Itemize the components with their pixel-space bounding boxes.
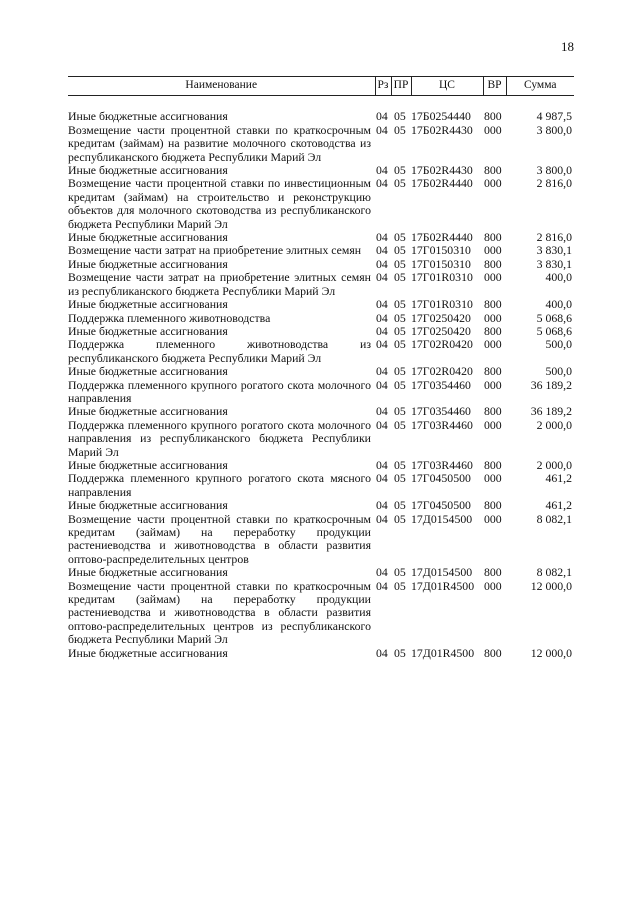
cell-vr: 000 [484, 471, 502, 486]
cell-name: Иные бюджетные ассигнования [68, 565, 228, 580]
cell-pr: 05 [394, 565, 406, 580]
cell-name: Иные бюджетные ассигнования [68, 404, 228, 419]
table-row [68, 499, 574, 512]
cell-pr: 05 [394, 256, 406, 271]
cell-sum: 2 816,0 [536, 230, 572, 245]
cell-name: Иные бюджетные ассигнования [68, 645, 228, 660]
cell-cs: 17Г0354460 [411, 377, 471, 392]
table-row [68, 325, 574, 338]
cell-sum: 2 000,0 [536, 417, 572, 432]
table-row [68, 312, 574, 325]
cell-cs: 17Б02R4440 [411, 176, 473, 191]
table-row [68, 338, 574, 365]
cell-vr: 000 [484, 337, 502, 352]
cell-cs: 17Б02R4440 [411, 230, 473, 245]
cell-name: Иные бюджетные ассигнования [68, 163, 228, 178]
cell-rz: 04 [376, 417, 388, 432]
cell-rz: 04 [376, 377, 388, 392]
cell-pr: 05 [394, 109, 406, 124]
cell-vr: 800 [484, 565, 502, 580]
cell-vr: 800 [484, 498, 502, 513]
cell-name: Иные бюджетные ассигнования [68, 297, 228, 312]
table-row [68, 365, 574, 378]
cell-rz: 04 [376, 471, 388, 486]
header-vr: ВР [483, 77, 506, 96]
table-row [68, 124, 574, 164]
table-row [68, 298, 574, 311]
cell-pr: 05 [394, 230, 406, 245]
cell-rz: 04 [376, 404, 388, 419]
cell-name: Иные бюджетные ассигнования [68, 457, 228, 472]
cell-rz: 04 [376, 163, 388, 178]
table-row [68, 405, 574, 418]
cell-vr: 000 [484, 511, 502, 526]
cell-pr: 05 [394, 337, 406, 352]
cell-pr: 05 [394, 404, 406, 419]
cell-vr: 800 [484, 297, 502, 312]
budget-table [68, 76, 574, 660]
cell-pr: 05 [394, 645, 406, 660]
cell-vr: 800 [484, 364, 502, 379]
cell-sum: 4 987,5 [536, 109, 572, 124]
cell-cs: 17Г0354460 [411, 404, 471, 419]
table-row [68, 231, 574, 244]
cell-sum: 12 000,0 [530, 578, 572, 593]
cell-sum: 3 800,0 [536, 122, 572, 137]
cell-pr: 05 [394, 471, 406, 486]
cell-sum: 36 189,2 [530, 404, 572, 419]
table-row [68, 164, 574, 177]
cell-pr: 05 [394, 578, 406, 593]
cell-cs: 17Г02R0420 [411, 364, 473, 379]
cell-sum: 2 000,0 [536, 457, 572, 472]
cell-name: Иные бюджетные ассигнования [68, 256, 228, 271]
cell-cs: 17Д01R4500 [411, 645, 475, 660]
cell-pr: 05 [394, 417, 406, 432]
cell-cs: 17Г0250420 [411, 323, 471, 338]
cell-vr: 000 [484, 270, 502, 285]
table-row [68, 472, 574, 499]
cell-rz: 04 [376, 337, 388, 352]
cell-rz: 04 [376, 297, 388, 312]
cell-cs: 17Д0154500 [411, 565, 473, 580]
cell-rz: 04 [376, 270, 388, 285]
cell-pr: 05 [394, 323, 406, 338]
cell-vr: 000 [484, 417, 502, 432]
cell-vr: 800 [484, 163, 502, 178]
cell-sum: 8 082,1 [536, 565, 572, 580]
header-name: Наименование [68, 77, 375, 96]
cell-rz: 04 [376, 511, 388, 526]
table-row [68, 271, 574, 298]
cell-sum: 36 189,2 [530, 377, 572, 392]
cell-cs: 17Г03R4460 [411, 457, 473, 472]
header-sum: Сумма [506, 77, 574, 96]
cell-name: Возмещение части процентной ставки по инвестиционным кредитам (займам) на строительство и реконструкцию объектов для молочного скотоводства из республиканского бюджета Республики Марий Эл [68, 176, 371, 231]
cell-vr: 800 [484, 230, 502, 245]
cell-cs: 17Г0450500 [411, 498, 471, 513]
cell-sum: 3 830,1 [536, 256, 572, 271]
header-cs: ЦС [411, 77, 483, 96]
table-row [68, 379, 574, 406]
cell-sum: 3 830,1 [536, 243, 572, 258]
cell-name: Поддержка племенного крупного рогатого скота молочного направления из республиканского бюджета Республики Марий Эл [68, 417, 371, 459]
cell-cs: 17Г0250420 [411, 310, 471, 325]
cell-rz: 04 [376, 565, 388, 580]
cell-sum: 400,0 [545, 270, 572, 285]
cell-name: Иные бюджетные ассигнования [68, 230, 228, 245]
cell-cs: 17Б02R4430 [411, 122, 473, 137]
cell-vr: 000 [484, 243, 502, 258]
cell-name: Поддержка племенного животноводства из республиканского бюджета Республики Марий Эл [68, 337, 371, 365]
cell-rz: 04 [376, 109, 388, 124]
cell-sum: 5 068,6 [536, 310, 572, 325]
table-row [68, 258, 574, 271]
table-row [68, 647, 574, 660]
table-row [68, 513, 574, 567]
cell-pr: 05 [394, 511, 406, 526]
cell-pr: 05 [394, 377, 406, 392]
cell-cs: 17Г01R0310 [411, 297, 473, 312]
cell-sum: 3 800,0 [536, 163, 572, 178]
cell-name: Поддержка племенного крупного рогатого скота молочного направления [68, 377, 371, 405]
cell-pr: 05 [394, 176, 406, 191]
cell-name: Поддержка племенного крупного рогатого скота мясного направления [68, 471, 371, 499]
cell-sum: 400,0 [545, 297, 572, 312]
cell-vr: 000 [484, 122, 502, 137]
cell-name: Возмещение части процентной ставки по краткосрочным кредитам (займам) на развитие молочного скотоводства из республиканского бюджета Республики Марий Эл [68, 122, 371, 164]
table-row [68, 177, 574, 231]
cell-pr: 05 [394, 364, 406, 379]
table-header-row [68, 77, 574, 96]
cell-name: Поддержка племенного животноводства [68, 310, 271, 325]
cell-name: Иные бюджетные ассигнования [68, 364, 228, 379]
cell-rz: 04 [376, 498, 388, 513]
cell-pr: 05 [394, 310, 406, 325]
cell-vr: 000 [484, 578, 502, 593]
cell-rz: 04 [376, 645, 388, 660]
cell-rz: 04 [376, 256, 388, 271]
cell-cs: 17Д01R4500 [411, 578, 475, 593]
cell-rz: 04 [376, 457, 388, 472]
cell-cs: 17Г0450500 [411, 471, 471, 486]
cell-name: Возмещение части затрат на приобретение элитных семян [68, 243, 362, 258]
cell-rz: 04 [376, 578, 388, 593]
table-row [68, 244, 574, 257]
header-rz: Рз [375, 77, 391, 96]
cell-sum: 8 082,1 [536, 511, 572, 526]
cell-pr: 05 [394, 163, 406, 178]
table-row [68, 459, 574, 472]
cell-pr: 05 [394, 457, 406, 472]
cell-vr: 000 [484, 310, 502, 325]
cell-name: Иные бюджетные ассигнования [68, 109, 228, 124]
table-row [68, 96, 574, 124]
cell-pr: 05 [394, 270, 406, 285]
cell-vr: 800 [484, 645, 502, 660]
cell-pr: 05 [394, 243, 406, 258]
cell-rz: 04 [376, 364, 388, 379]
cell-vr: 800 [484, 256, 502, 271]
cell-pr: 05 [394, 122, 406, 137]
page-number: 18 [561, 39, 574, 54]
cell-vr: 800 [484, 404, 502, 419]
cell-vr: 800 [484, 109, 502, 124]
cell-pr: 05 [394, 498, 406, 513]
cell-name: Иные бюджетные ассигнования [68, 323, 228, 338]
cell-cs: 17Г0150310 [411, 256, 471, 271]
cell-rz: 04 [376, 243, 388, 258]
cell-rz: 04 [376, 230, 388, 245]
table-row [68, 580, 574, 647]
cell-vr: 800 [484, 457, 502, 472]
cell-sum: 500,0 [545, 364, 572, 379]
header-pr: ПР [391, 77, 411, 96]
cell-cs: 17Г02R0420 [411, 337, 473, 352]
cell-vr: 000 [484, 377, 502, 392]
cell-cs: 17Д0154500 [411, 511, 473, 526]
cell-sum: 2 816,0 [536, 176, 572, 191]
cell-cs: 17Б0254440 [411, 109, 471, 124]
cell-vr: 000 [484, 176, 502, 191]
table-row [68, 566, 574, 579]
cell-rz: 04 [376, 176, 388, 191]
cell-cs: 17Г01R0310 [411, 270, 473, 285]
cell-name: Возмещение части затрат на приобретение элитных семян из республиканского бюджета Республики Марий Эл [68, 270, 371, 298]
cell-sum: 5 068,6 [536, 323, 572, 338]
cell-name: Возмещение части процентной ставки по краткосрочным кредитам (займам) на переработку продукции растениеводства и животноводства в области развития оптово-распределительных центров из республиканского бюджета Республики Марий Эл [68, 578, 371, 647]
cell-pr: 05 [394, 297, 406, 312]
cell-rz: 04 [376, 122, 388, 137]
cell-vr: 800 [484, 323, 502, 338]
table-body [68, 96, 574, 660]
table-row [68, 419, 574, 459]
cell-rz: 04 [376, 323, 388, 338]
cell-sum: 12 000,0 [530, 645, 572, 660]
cell-name: Возмещение части процентной ставки по краткосрочным кредитам (займам) на переработку продукции растениеводства и животноводства в области развития оптово-распределительных центров [68, 511, 371, 566]
cell-sum: 461,2 [545, 498, 572, 513]
cell-sum: 461,2 [545, 471, 572, 486]
cell-cs: 17Г0150310 [411, 243, 471, 258]
cell-rz: 04 [376, 310, 388, 325]
cell-cs: 17Б02R4430 [411, 163, 473, 178]
cell-cs: 17Г03R4460 [411, 417, 473, 432]
cell-name: Иные бюджетные ассигнования [68, 498, 228, 513]
cell-sum: 500,0 [545, 337, 572, 352]
